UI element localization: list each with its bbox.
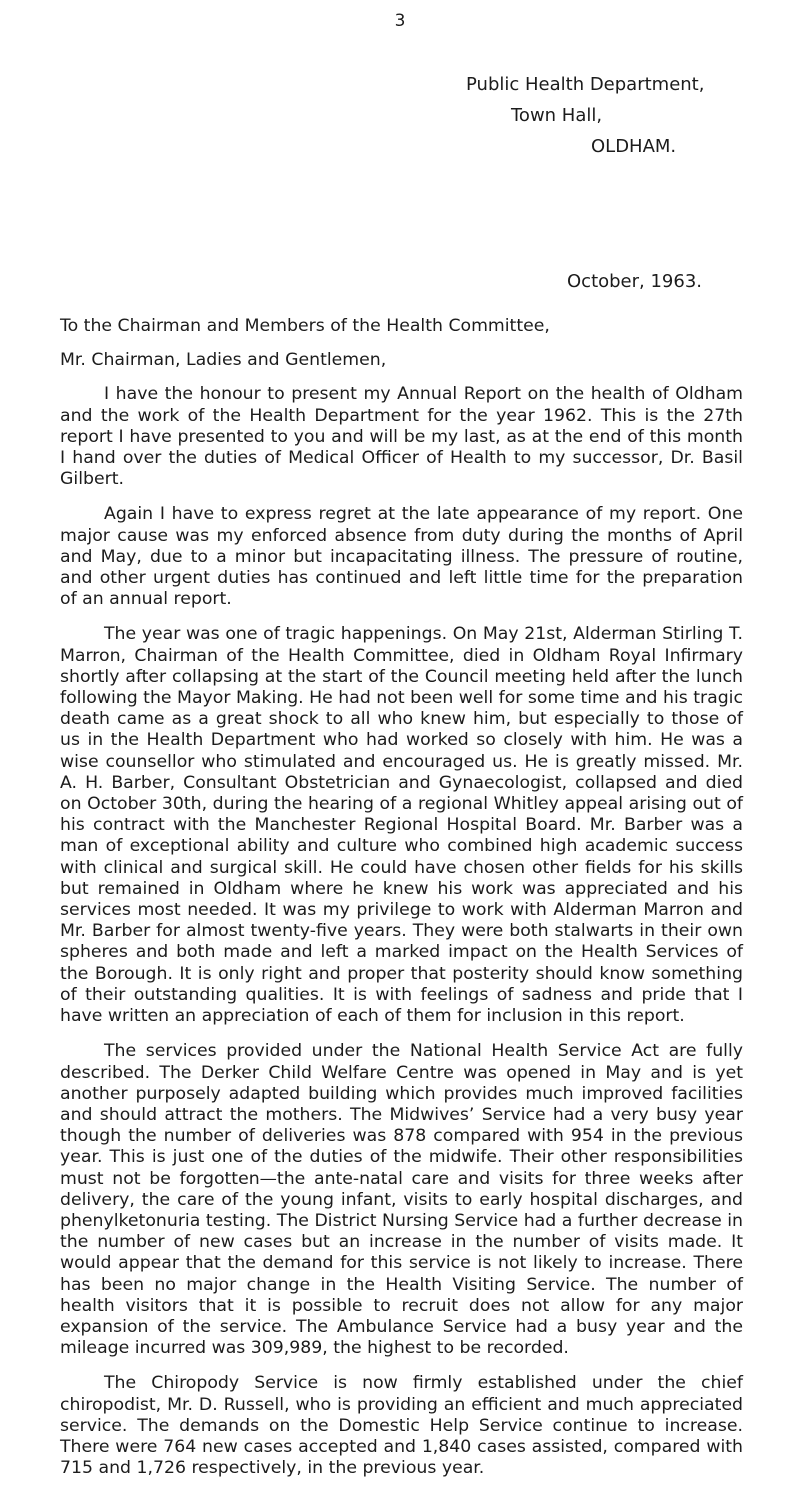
letter-date: October, 1963. [567,271,703,292]
salutation-greeting: Mr. Chairman, Ladies and Gentlemen, [60,350,387,371]
paragraph-services: The services provided under the National Health Service Act are fully described. The Derker Child Welfare Centre was opened in May and is yet another purposely adapted building which provides much improved facilities and should attract the mothers. The Midwives’ Service had a very busy year though the number of deliveries was 878 compared with 954 in the previous year. This is just one of the duties of the midwife. Their other responsibilities must not be forgotten—the ante-natal care and visits for three weeks after delivery, the care of the young infant, visits to early hospital discharges, and phenylketonuria testing. The District Nursing Service had a further decrease in the number of new cases but an increase in the number of visits made. It would appear that the demand for this service is not likely to increase. There has been no major change in the Health Visiting Service. The number of health visitors that it is possible to recruit does not allow for any major expansion of the service. The Ambulance Service had a busy year and the mileage incurred was 309,989, the highest to be recorded. [60,1041,743,1359]
paragraph-chiropody: The Chiropody Service is now firmly established under the chief chiropodist, Mr. D. Russell, who is providing an efficient and much appreciated service. The demands on the Domestic Help Service continue to increase. There were 764 new cases accepted and 1,840 cases assisted, compared with 715 and 1,726 respectively, in the previous year. [60,1373,743,1479]
address-line-building: Town Hall, [511,105,603,126]
address-line-department: Public Health Department, [466,74,705,95]
page-number: 3 [394,11,406,31]
sender-address [0,69,800,162]
letter-body [60,316,743,1493]
paragraph-introduction: I have the honour to present my Annual Report on the health of Oldham and the work of the Health Department for the year 1962. This is the 27th report I have presented to you and will be my last, as at the end of this month I hand over the duties of Medical Officer of Health to my successor, Dr. Basil Gilbert. [60,384,743,490]
paragraph-late-report: Again I have to express regret at the late appearance of my report. One major cause was my enforced absence from duty during the months of April and May, due to a minor but incapacitating illness. The pressure of routine, and other urgent duties has continued and left little time for the preparation of an annual report. [60,504,743,610]
salutation-addressee: To the Chairman and Members of the Health Committee, [60,316,550,336]
address-line-town: OLDHAM. [591,136,677,157]
paragraph-tragic-happenings: The year was one of tragic happenings. On May 21st, Alderman Stirling T. Marron, Chairman of the Health Committee, died in Oldham Royal Infirmary shortly after collapsing at the start of the Council meeting held after the lunch following the Mayor Making. He had not been well for some time and his tragic death came as a great shock to all who knew him, but especially to those of us in the Health Department who had worked so closely with him. He was a wise counsellor who stimulated and encouraged us. He is greatly missed. Mr. A. H. Barber, Consultant Obstetrician and Gynaecologist, collapsed and died on October 30th, during the hearing of a regional Whitley appeal arising out of his contract with the Manchester Regional Hospital Board. Mr. Barber was a man of exceptional ability and culture who combined high academic success with clinical and surgical skill. He could have chosen other fields for his skills but remained in Oldham where he knew his work was appreciated and his services most needed. It was my privilege to work with Alderman Marron and Mr. Barber for almost twenty-five years. They were both stalwarts in their own spheres and both made and left a marked impact on the Health Services of the Borough. It is only right and proper that posterity should know something of their outstanding qualities. It is with feelings of sadness and pride that I have written an appreciation of each of them for inclusion in this report. [60,624,743,1027]
